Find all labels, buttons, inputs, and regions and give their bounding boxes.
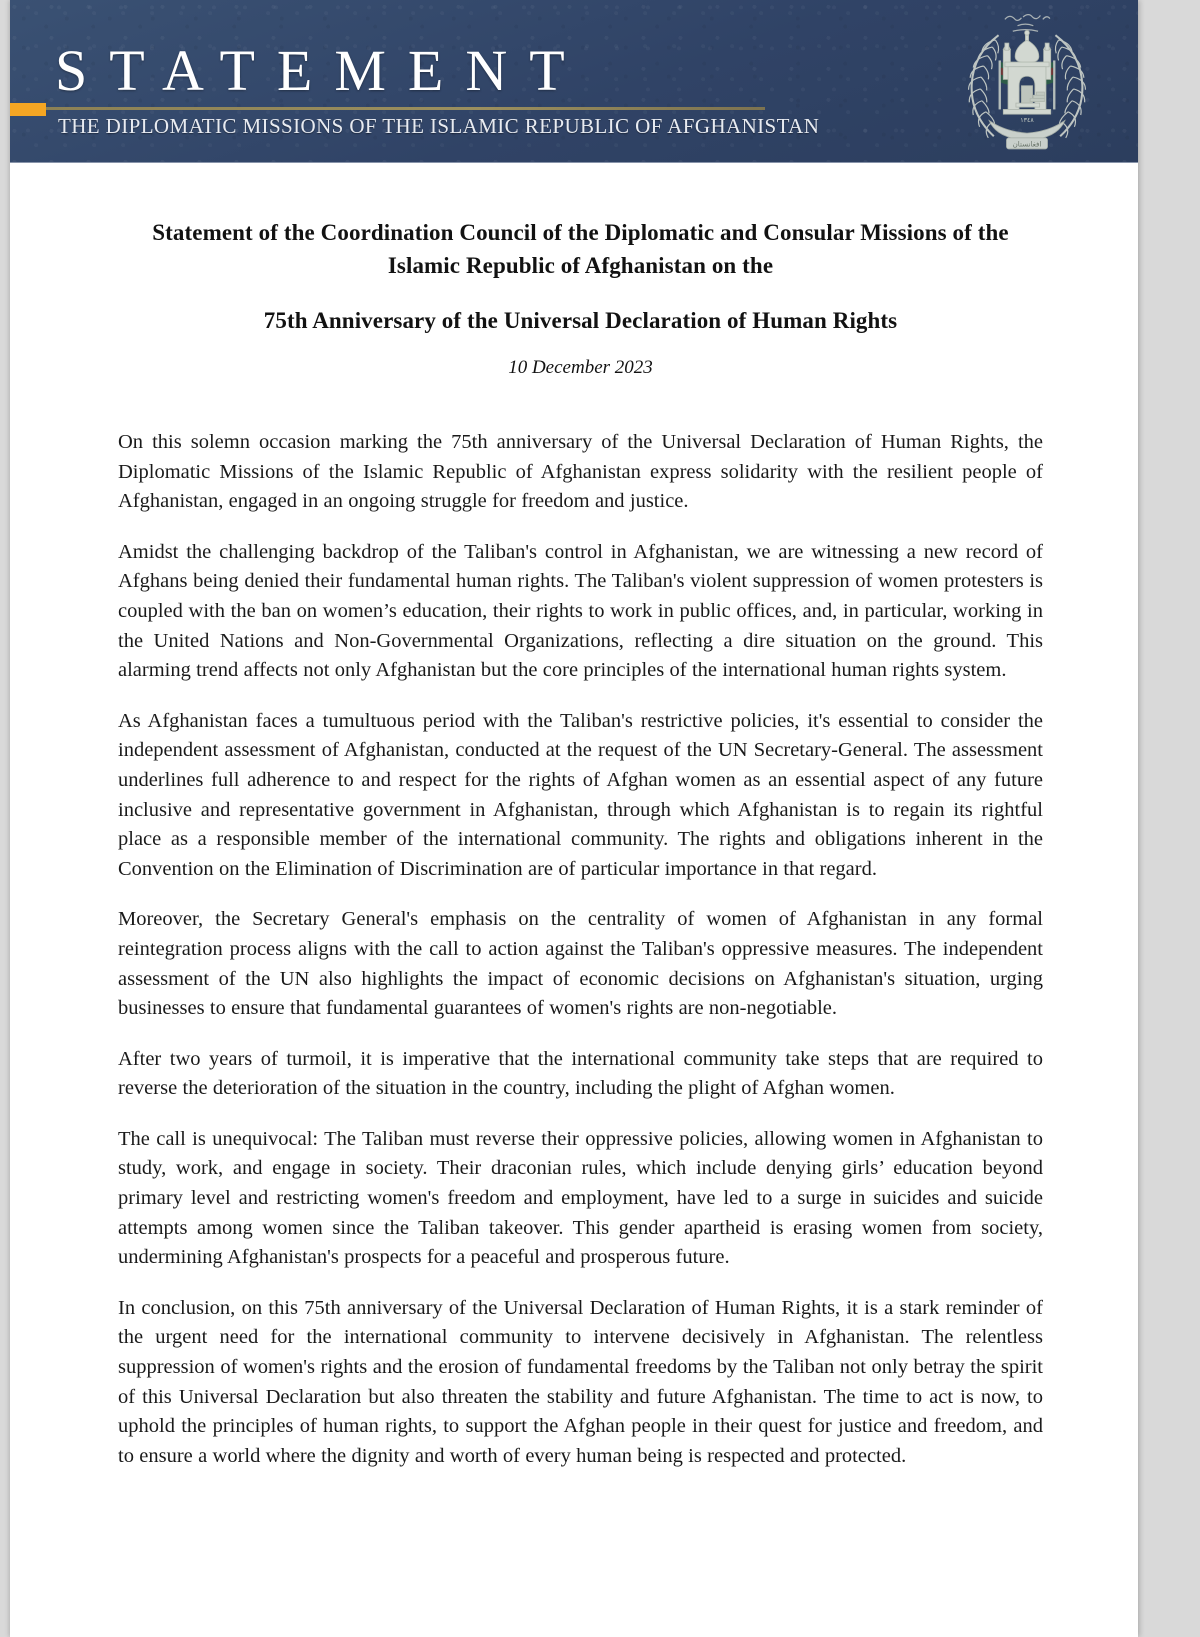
title-block	[118, 216, 1043, 381]
afghanistan-national-emblem-icon	[948, 2, 1106, 160]
document-subtitle: 75th Anniversary of the Universal Declaration of Human Rights	[263, 308, 898, 333]
document-page	[10, 0, 1138, 1637]
document-title: Statement of the Coordination Council of the Diplomatic and Consular Missions of the Islamic Republic of Afghanistan on the	[152, 220, 1009, 278]
svg-text:افغانستان: افغانستان	[1012, 139, 1042, 149]
paragraph: After two years of turmoil, it is imperative that the international community take steps that are required to reverse the deterioration of the situation in the country, including the plight of Afghan women.	[118, 1047, 1043, 1100]
masthead-subtitle: THE DIPLOMATIC MISSIONS OF THE ISLAMIC REPUBLIC OF AFGHANISTAN	[58, 114, 820, 138]
paragraph: The call is unequivocal: The Taliban must reverse their oppressive policies, allowing women in Afghanistan to study, work, and engage in society. Their draconian rules, which include denying girls’ education beyond primary level and restricting women's freedom and employment, have led to a surge in suicides and suicide attempts among women since the Taliban takeover. This gender apartheid is erasing women from society, undermining Afghanistan's prospects for a peaceful and prosperous future.	[118, 1127, 1043, 1269]
masthead-title: STATEMENT	[55, 38, 587, 103]
paragraph: Moreover, the Secretary General's emphasis on the centrality of women of Afghanistan in any formal reintegration process aligns with the call to action against the Taliban's oppressive measures. The independent assessment of the UN also highlights the impact of economic decisions on Afghanistan's situation, urging businesses to ensure that fundamental guarantees of women's rights are non-negotiable.	[118, 908, 1043, 1020]
svg-text:١٣٤٨: ١٣٤٨	[1020, 117, 1034, 125]
document-date: 10 December 2023	[508, 357, 653, 378]
document-content	[118, 162, 1043, 1471]
masthead-banner	[10, 0, 1138, 163]
paragraph: In conclusion, on this 75th anniversary of the Universal Declaration of Human Rights, it is a stark reminder of the urgent need for the international community to intervene decisively in Afghanistan. The relentless suppression of women's rights and the erosion of fundamental freedoms by the Taliban not only betray the spirit of this Universal Declaration but also threaten the stability and future Afghanistan. The time to act is now, to uphold the principles of human rights, to support the Afghan people in their quest for justice and freedom, and to ensure a world where the dignity and worth of every human being is respected and protected.	[118, 1296, 1043, 1467]
orange-accent-bar	[10, 103, 46, 116]
statement-body	[118, 428, 1043, 1471]
paragraph: As Afghanistan faces a tumultuous period with the Taliban's restrictive policies, it's essential to consider the independent assessment of Afghanistan, conducted at the request of the UN Secretary-General. The assessment underlines full adherence to and respect for the rights of Afghan women as an essential aspect of any future inclusive and representative government in Afghanistan, through which Afghanistan is to regain its rightful place as a responsible member of the international community. The rights and obligations inherent in the Convention on the Elimination of Discrimination are of particular importance in that regard.	[118, 709, 1043, 880]
paragraph: Amidst the challenging backdrop of the Taliban's control in Afghanistan, we are witnessing a new record of Afghans being denied their fundamental human rights. The Taliban's violent suppression of women protesters is coupled with the ban on women’s education, their rights to work in public offices, and, in particular, working in the United Nations and Non-Governmental Organizations, reflecting a dire situation on the ground. This alarming trend affects not only Afghanistan but the core principles of the international human rights system.	[118, 540, 1043, 682]
horizontal-rule	[46, 107, 765, 110]
paragraph: On this solemn occasion marking the 75th anniversary of the Universal Declaration of Human Rights, the Diplomatic Missions of the Islamic Republic of Afghanistan express solidarity with the resilient people of Afghanistan, engaged in an ongoing struggle for freedom and justice.	[118, 431, 1043, 513]
